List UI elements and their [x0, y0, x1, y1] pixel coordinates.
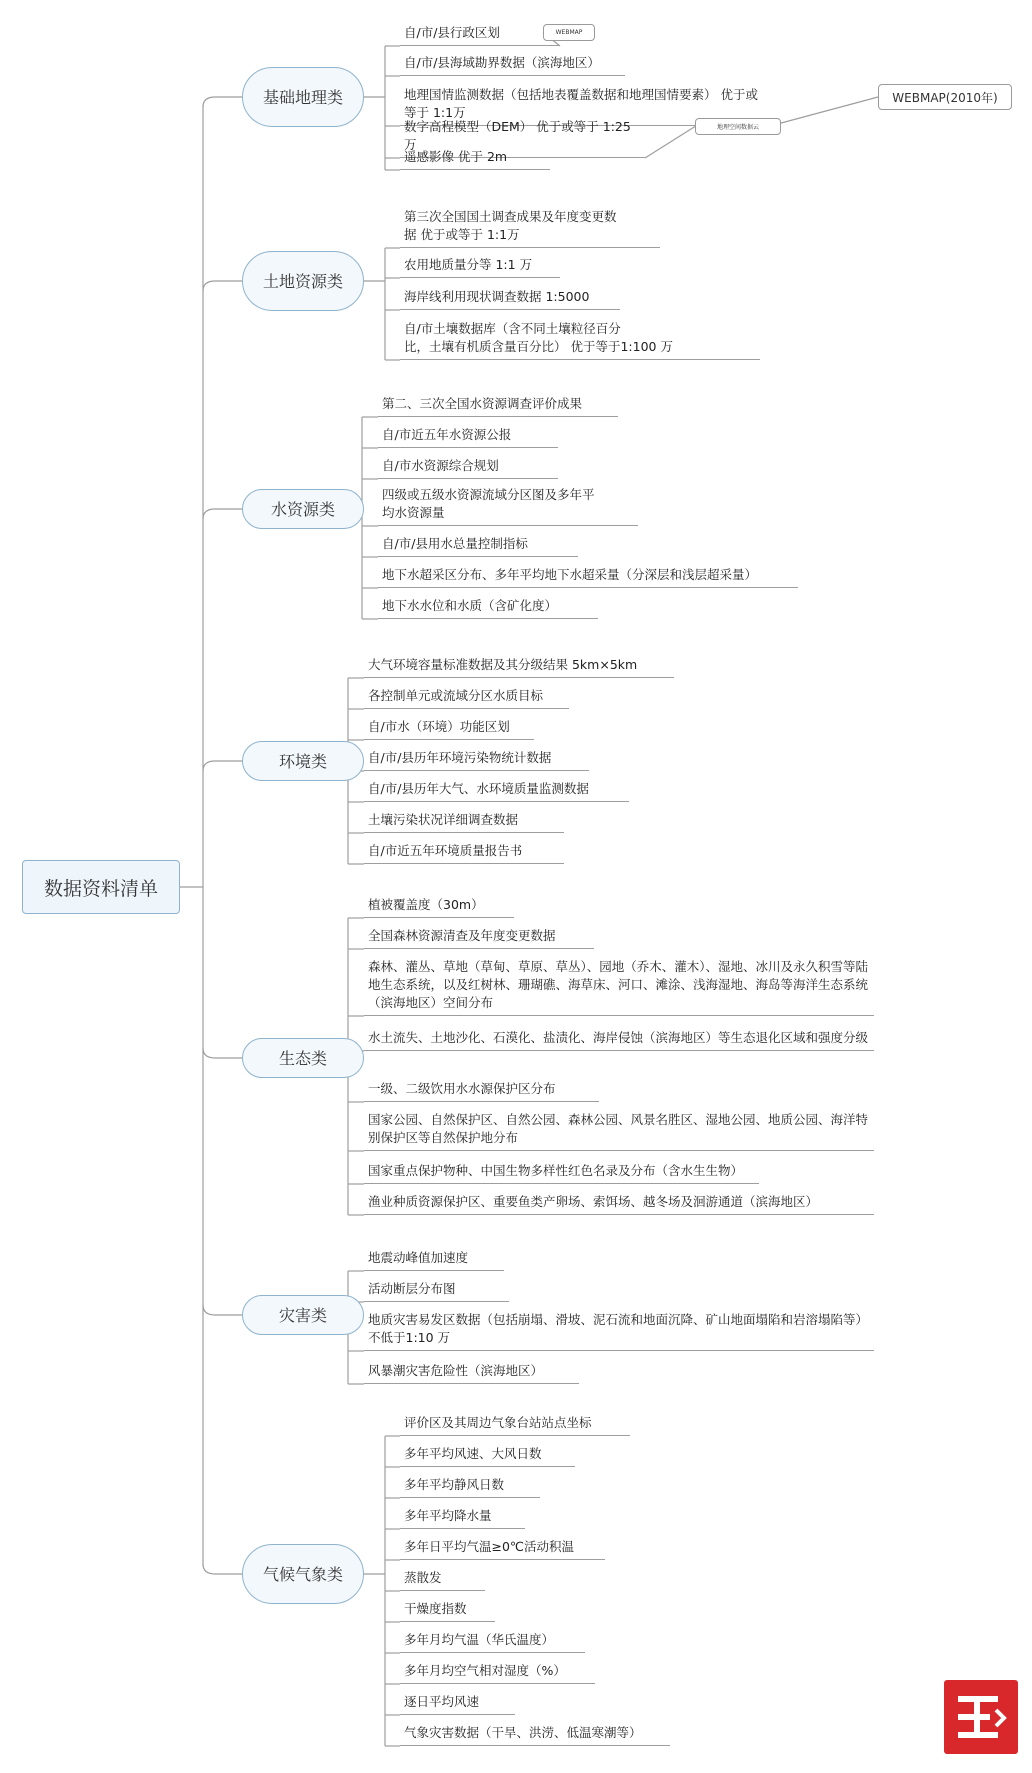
extra-connector — [770, 97, 878, 126]
leaf-item[interactable]: 水土流失、土地沙化、石漠化、盐渍化、海岸侵蚀（滨海地区）等生态退化区域和强度分级 — [364, 1029, 874, 1051]
category-connector — [203, 97, 242, 107]
leaf-item[interactable]: 大气环境容量标准数据及其分级结果 5km×5km — [364, 656, 674, 678]
leaf-item[interactable]: 自/市水（环境）功能区划 — [364, 718, 534, 740]
leaf-item[interactable]: 森林、灌丛、草地（草甸、草原、草丛）、园地（乔木、灌木）、湿地、冰川及永久积雪等陆地生态系统，以及红树林、珊瑚礁、海草床、河口、滩涂、浅海湿地、海岛等海洋生态系统（滨海地区）空间分布 — [364, 958, 874, 1016]
leaf-item[interactable]: 地理国情监测数据（包括地表覆盖数据和地理国情要素） 优于或等于 1:1万 — [400, 86, 770, 126]
leaf-item[interactable]: 四级或五级水资源流域分区图及多年平 均水资源量 — [378, 486, 638, 526]
leaf-item[interactable]: 国家重点保护物种、中国生物多样性红色名录及分布（含水生生物） — [364, 1162, 759, 1184]
leaf-item[interactable]: 遥感影像 优于 2m — [400, 148, 550, 170]
category-node[interactable] — [242, 251, 364, 311]
leaf-item[interactable]: 多年月均空气相对湿度（%） — [400, 1662, 595, 1684]
leaf-item[interactable]: 活动断层分布图 — [364, 1280, 509, 1302]
leaf-item[interactable]: 多年日平均气温≥0℃活动积温 — [400, 1538, 605, 1560]
leaf-item[interactable]: 自/市/县用水总量控制指标 — [378, 535, 578, 557]
leaf-item[interactable]: 自/市/县海域勘界数据（滨海地区） — [400, 54, 625, 76]
leaf-item[interactable]: 地质灾害易发区数据（包括崩塌、滑坡、泥石流和地面沉降、矿山地面塌陷和岩溶塌陷等） 不低于1:10 万 — [364, 1311, 874, 1351]
leaf-item[interactable]: 气象灾害数据（干旱、洪涝、低温寒潮等） — [400, 1724, 670, 1746]
category-connector — [203, 281, 242, 291]
category-label: 生态类 — [278, 1048, 327, 1068]
leaf-item[interactable]: 农用地质量分等 1:1 万 — [400, 256, 560, 278]
leaf-item[interactable]: 自/市近五年水资源公报 — [378, 426, 558, 448]
category-label: 环境类 — [278, 751, 327, 771]
linked-source-box[interactable]: WEBMAP — [543, 24, 595, 41]
leaf-item[interactable]: 地震动峰值加速度 — [364, 1249, 504, 1271]
leaf-item[interactable]: 地下水超采区分布、多年平均地下水超采量（分深层和浅层超采量） — [378, 566, 798, 588]
category-connector — [203, 509, 242, 519]
leaf-item[interactable]: 自/市土壤数据库（含不同土壤粒径百分 比，土壤有机质含量百分比） 优于等于1:100 万 — [400, 320, 760, 360]
leaf-item[interactable]: 自/市水资源综合规划 — [378, 457, 558, 479]
category-node[interactable] — [242, 1544, 364, 1604]
leaf-item[interactable]: 逐日平均风速 — [400, 1693, 515, 1715]
leaf-item[interactable]: 海岸线利用现状调查数据 1:5000 — [400, 288, 620, 310]
leaf-item[interactable]: 渔业种质资源保护区、重要鱼类产卵场、索饵场、越冬场及洄游通道（滨海地区） — [364, 1193, 874, 1215]
leaf-item[interactable]: 数字高程模型（DEM） 优于或等于 1:25万 — [400, 118, 645, 158]
category-connector — [203, 1048, 242, 1058]
linked-source-box[interactable]: WEBMAP(2010年) — [878, 84, 1012, 110]
root-node[interactable] — [22, 860, 180, 914]
leaf-item[interactable]: 风暴潮灾害危险性（滨海地区） — [364, 1362, 579, 1384]
leaf-item[interactable]: 各控制单元或流域分区水质目标 — [364, 687, 569, 709]
category-node[interactable] — [242, 67, 364, 127]
leaf-item[interactable]: 自/市/县历年环境污染物统计数据 — [364, 749, 589, 771]
category-node[interactable] — [242, 1038, 364, 1078]
category-node[interactable] — [242, 489, 364, 529]
category-label: 气候气象类 — [262, 1564, 343, 1584]
category-connector — [203, 1305, 242, 1315]
category-connector — [203, 761, 242, 771]
leaf-item[interactable]: 土壤污染状况详细调查数据 — [364, 811, 564, 833]
leaf-item[interactable]: 干燥度指数 — [400, 1600, 495, 1622]
leaf-item[interactable]: 自/市近五年环境质量报告书 — [364, 842, 564, 864]
category-node[interactable] — [242, 1295, 364, 1335]
extra-connector — [645, 127, 695, 159]
category-node[interactable] — [242, 741, 364, 781]
leaf-item[interactable]: 全国森林资源清查及年度变更数据 — [364, 927, 594, 949]
category-label: 土地资源类 — [262, 271, 343, 291]
leaf-item[interactable]: 评价区及其周边气象台站站点坐标 — [400, 1414, 630, 1436]
leaf-item[interactable]: 国家公园、自然保护区、自然公园、森林公园、风景名胜区、湿地公园、地质公园、海洋特别保护区等自然保护地分布 — [364, 1111, 874, 1151]
leaf-item[interactable]: 自/市/县历年大气、水环境质量监测数据 — [364, 780, 629, 802]
leaf-item[interactable]: 自/市/县行政区划 — [400, 24, 560, 46]
leaf-item[interactable]: 地下水水位和水质（含矿化度） — [378, 597, 598, 619]
leaf-item[interactable]: 第二、三次全国水资源调查评价成果 — [378, 395, 618, 417]
leaf-item[interactable]: 第三次全国国土调查成果及年度变更数 据 优于或等于 1:1万 — [400, 208, 660, 248]
linked-source-box[interactable]: 地理空间数据云 — [695, 118, 781, 135]
leaf-item[interactable]: 多年平均降水量 — [400, 1507, 525, 1529]
category-label: 水资源类 — [270, 499, 335, 519]
leaf-item[interactable]: 植被覆盖度（30m） — [364, 896, 514, 918]
leaf-item[interactable]: 多年平均静风日数 — [400, 1476, 540, 1498]
logo-icon — [944, 1680, 1018, 1754]
category-label: 基础地理类 — [262, 87, 343, 107]
root-label: 数据资料清单 — [43, 877, 158, 900]
leaf-item[interactable]: 多年平均风速、大风日数 — [400, 1445, 575, 1467]
category-label: 灾害类 — [278, 1305, 327, 1325]
leaf-item[interactable]: 多年月均气温（华氏温度） — [400, 1631, 585, 1653]
category-connector — [203, 1564, 242, 1574]
leaf-item[interactable]: 蒸散发 — [400, 1569, 485, 1591]
leaf-item[interactable]: 一级、二级饮用水水源保护区分布 — [364, 1080, 599, 1102]
